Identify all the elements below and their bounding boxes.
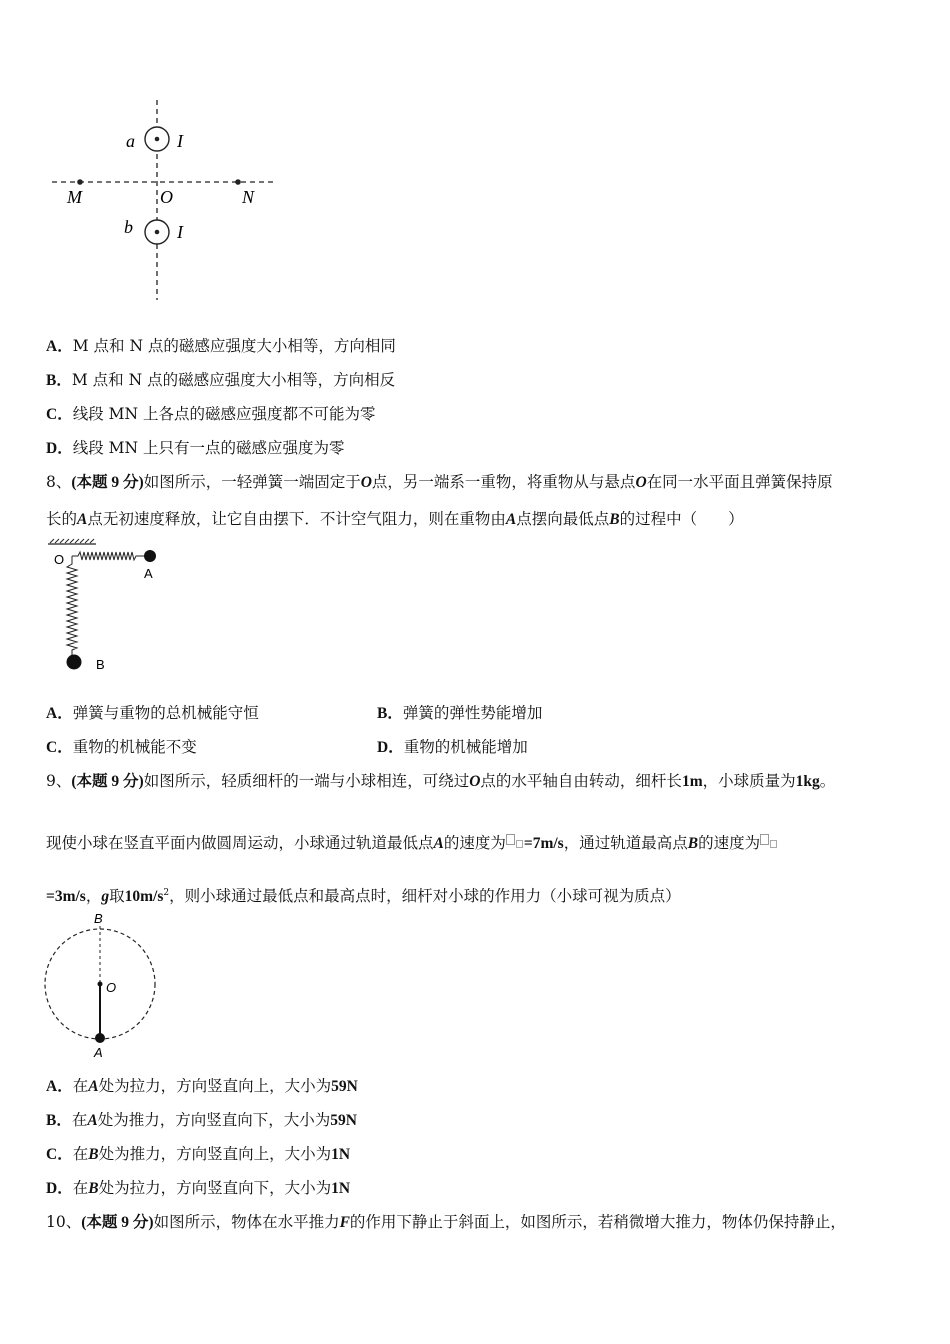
- q8-option-b: B．弹簧的弹性势能增加: [377, 704, 543, 722]
- q9-option-b: B．在A处为推力，方向竖直向下，大小为59N: [46, 1111, 357, 1129]
- q9-stem-line1: 9、(本题 9 分)如图所示，轻质细杆的一端与小球相连，可绕过O点的水平轴自由转动，细杆长1m，小球质量为1kg。: [46, 772, 836, 790]
- label-i-bot: I: [177, 222, 183, 242]
- circle-label-o: O: [106, 980, 117, 995]
- circle-label-a: A: [94, 1045, 103, 1060]
- label-b: b: [124, 217, 133, 237]
- q8-option-c: C．重物的机械能不变: [46, 738, 197, 756]
- q7-option-c: C．线段 MN 上各点的磁感应强度都不可能为零: [46, 405, 376, 423]
- figure-wires: [40, 95, 290, 305]
- figure-spring: [40, 538, 180, 678]
- ball-a: [95, 1033, 105, 1043]
- weight-a: [144, 550, 156, 562]
- vertical-spring: [67, 556, 77, 656]
- q9-option-c: C．在B处为推力，方向竖直向上，大小为1N: [46, 1145, 351, 1163]
- spring-label-a: A: [144, 566, 153, 581]
- q9-stem-line3: =3m/s，g取$10m/s^2$，则小球通过最低点和最高点时，细杆对小球的作用力（小球可视为质点）: [46, 887, 681, 906]
- label-i-top: I: [177, 131, 183, 151]
- point-n: [235, 179, 241, 185]
- label-n: N: [242, 187, 255, 207]
- q8-stem-line2: 长的A点无初速度释放，让它自由摆下．不计空气阻力，则在重物由A点摆向最低点B的过程中（ ）: [46, 510, 744, 528]
- q8-stem-line1: 8、(本题 9 分)如图所示，一轻弹簧一端固定于O点，另一端系一重物，将重物从与悬点O在同一水平面且弹簧保持原: [46, 473, 833, 491]
- horizontal-spring: [72, 552, 145, 560]
- label-a: a: [126, 131, 135, 151]
- q7-option-a: A．M 点和 N 点的磁感应强度大小相等，方向相同: [46, 337, 396, 355]
- q9-option-a: A．在A处为拉力，方向竖直向上，大小为59N: [46, 1077, 358, 1095]
- q7-option-b: B．M 点和 N 点的磁感应强度大小相等，方向相反: [46, 371, 396, 389]
- spring-label-b: B: [96, 657, 105, 672]
- q9-stem-line2: 现使小球在竖直平面内做圆周运动，小球通过轨道最低点A的速度为 =7m/s，通过轨道最高点B的速度为: [46, 833, 778, 854]
- q8-option-a: A．弹簧与重物的总机械能守恒: [46, 704, 259, 722]
- q8-option-d: D．重物的机械能增加: [377, 738, 528, 756]
- point-m: [77, 179, 83, 185]
- spring-label-o: O: [54, 552, 65, 567]
- figure-circle-rod: [40, 908, 170, 1063]
- circle-label-b: B: [94, 911, 103, 926]
- weight-b: [67, 655, 82, 670]
- label-m: M: [67, 187, 82, 207]
- q9-option-d: D．在B处为拉力，方向竖直向下，大小为1N: [46, 1179, 351, 1197]
- pivot-o: [98, 982, 103, 987]
- q7-option-d: D．线段 MN 上只有一点的磁感应强度为零: [46, 439, 345, 457]
- label-o: O: [160, 187, 173, 207]
- q10-stem-line1: 10、(本题 9 分)如图所示，物体在水平推力F的作用下静止于斜面上，如图所示，若稍微增大推力，物体仍保持静止，: [46, 1213, 846, 1231]
